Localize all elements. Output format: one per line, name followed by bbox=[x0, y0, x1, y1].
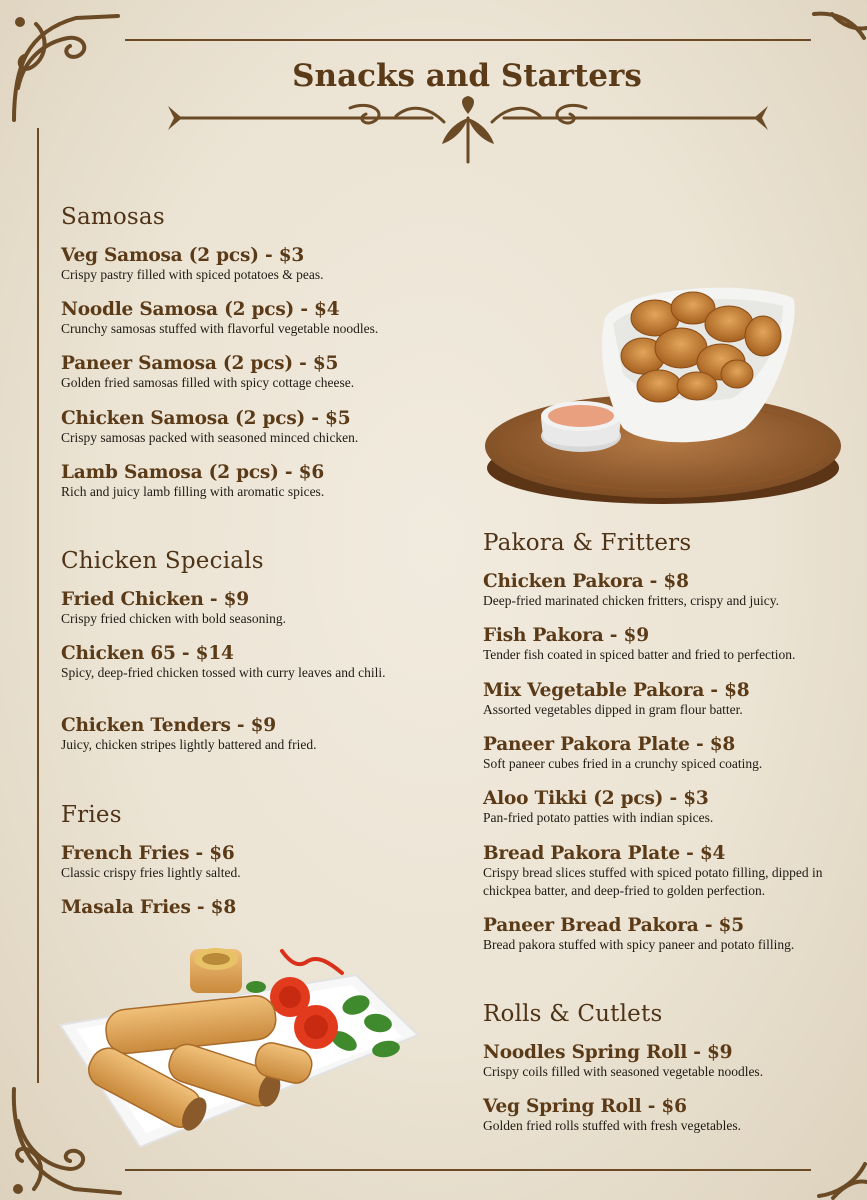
section-title-rolls-cutlets: Rolls & Cutlets bbox=[483, 1001, 663, 1027]
item-name: Chicken 65 - $14 bbox=[61, 643, 234, 664]
pakora-bowl-image bbox=[483, 278, 843, 510]
bottom-border-line bbox=[125, 1169, 811, 1171]
section-title-chicken-specials: Chicken Specials bbox=[61, 548, 264, 574]
item-description: Bread pakora stuffed with spicy paneer and potato filling. bbox=[483, 937, 795, 952]
item-name: Paneer Bread Pakora - $5 bbox=[483, 915, 744, 936]
item-description: Golden fried samosas filled with spicy cottage cheese. bbox=[61, 375, 355, 390]
section-title-pakora-fritters: Pakora & Fritters bbox=[483, 530, 692, 556]
item-description: Crispy fried chicken with bold seasoning. bbox=[61, 611, 286, 626]
item-description: Crispy samosas packed with seasoned minced chicken. bbox=[61, 430, 359, 445]
item-name: Mix Vegetable Pakora - $8 bbox=[483, 680, 750, 701]
section-title-samosas: Samosas bbox=[61, 204, 165, 230]
item-name: Fried Chicken - $9 bbox=[61, 589, 249, 610]
menu-item bbox=[61, 353, 461, 392]
item-description: Crunchy samosas stuffed with flavorful vegetable noodles. bbox=[61, 321, 379, 336]
top-right-corner-ornament bbox=[812, 8, 867, 48]
menu-item bbox=[483, 915, 867, 954]
menu-item bbox=[61, 462, 461, 501]
item-name: Masala Fries - $8 bbox=[61, 897, 236, 918]
item-description: Pan-fried potato patties with indian spices. bbox=[483, 810, 714, 825]
item-name: Chicken Tenders - $9 bbox=[61, 715, 276, 736]
item-description: Spicy, deep-fried chicken tossed with curry leaves and chili. bbox=[61, 665, 386, 680]
section-title-fries: Fries bbox=[61, 802, 122, 828]
item-description: Tender fish coated in spiced batter and fried to perfection. bbox=[483, 647, 796, 662]
item-name: Bread Pakora Plate - $4 bbox=[483, 843, 726, 864]
item-name: Veg Spring Roll - $6 bbox=[483, 1096, 687, 1117]
item-description: Juicy, chicken stripes lightly battered and fried. bbox=[61, 737, 317, 752]
menu-item bbox=[61, 897, 401, 919]
menu-item bbox=[61, 245, 461, 284]
item-description: Crispy pastry filled with spiced potatoes & peas. bbox=[61, 267, 324, 282]
item-name: French Fries - $6 bbox=[61, 843, 235, 864]
menu-item bbox=[483, 734, 867, 773]
item-name: Lamb Samosa (2 pcs) - $6 bbox=[61, 462, 324, 483]
menu-item bbox=[61, 715, 401, 754]
item-name: Chicken Pakora - $8 bbox=[483, 571, 689, 592]
item-name: Paneer Samosa (2 pcs) - $5 bbox=[61, 353, 339, 374]
item-name: Noodle Samosa (2 pcs) - $4 bbox=[61, 299, 340, 320]
item-name: Noodles Spring Roll - $9 bbox=[483, 1042, 733, 1063]
item-description: Rich and juicy lamb filling with aromatic spices. bbox=[61, 484, 325, 499]
bottom-right-corner-ornament bbox=[815, 1160, 867, 1200]
item-description: Crispy bread slices stuffed with spiced potato filling, dipped in chickpea batter, and deep-fried to golden perfection. bbox=[483, 865, 823, 898]
menu-item bbox=[61, 843, 401, 882]
menu-item bbox=[483, 1096, 867, 1135]
item-description: Golden fried rolls stuffed with fresh vegetables. bbox=[483, 1118, 742, 1133]
item-name: Paneer Pakora Plate - $8 bbox=[483, 734, 736, 755]
item-name: Chicken Samosa (2 pcs) - $5 bbox=[61, 408, 351, 429]
item-description: Assorted vegetables dipped in gram flour batter. bbox=[483, 702, 743, 717]
item-description: Soft paneer cubes fried in a crunchy spiced coating. bbox=[483, 756, 763, 771]
left-border-line bbox=[37, 128, 39, 1083]
title-flourish-ornament bbox=[160, 96, 776, 168]
menu-item bbox=[61, 643, 401, 682]
menu-item bbox=[483, 571, 867, 610]
menu-item bbox=[483, 1042, 867, 1081]
item-name: Aloo Tikki (2 pcs) - $3 bbox=[483, 788, 709, 809]
item-description: Classic crispy fries lightly salted. bbox=[61, 865, 241, 880]
menu-item bbox=[483, 788, 867, 827]
menu-item bbox=[61, 589, 401, 628]
item-description: Deep-fried marinated chicken fritters, crispy and juicy. bbox=[483, 593, 779, 608]
menu-item bbox=[483, 843, 867, 900]
page-title: Snacks and Starters bbox=[292, 58, 642, 94]
spring-rolls-image bbox=[56, 945, 422, 1150]
menu-item bbox=[61, 299, 461, 338]
item-name: Fish Pakora - $9 bbox=[483, 625, 649, 646]
menu-item bbox=[483, 680, 867, 719]
menu-item bbox=[483, 625, 867, 664]
menu-item bbox=[61, 408, 461, 447]
top-border-line bbox=[125, 39, 811, 41]
item-name: Veg Samosa (2 pcs) - $3 bbox=[61, 245, 305, 266]
item-description: Crispy coils filled with seasoned vegetable noodles. bbox=[483, 1064, 764, 1079]
